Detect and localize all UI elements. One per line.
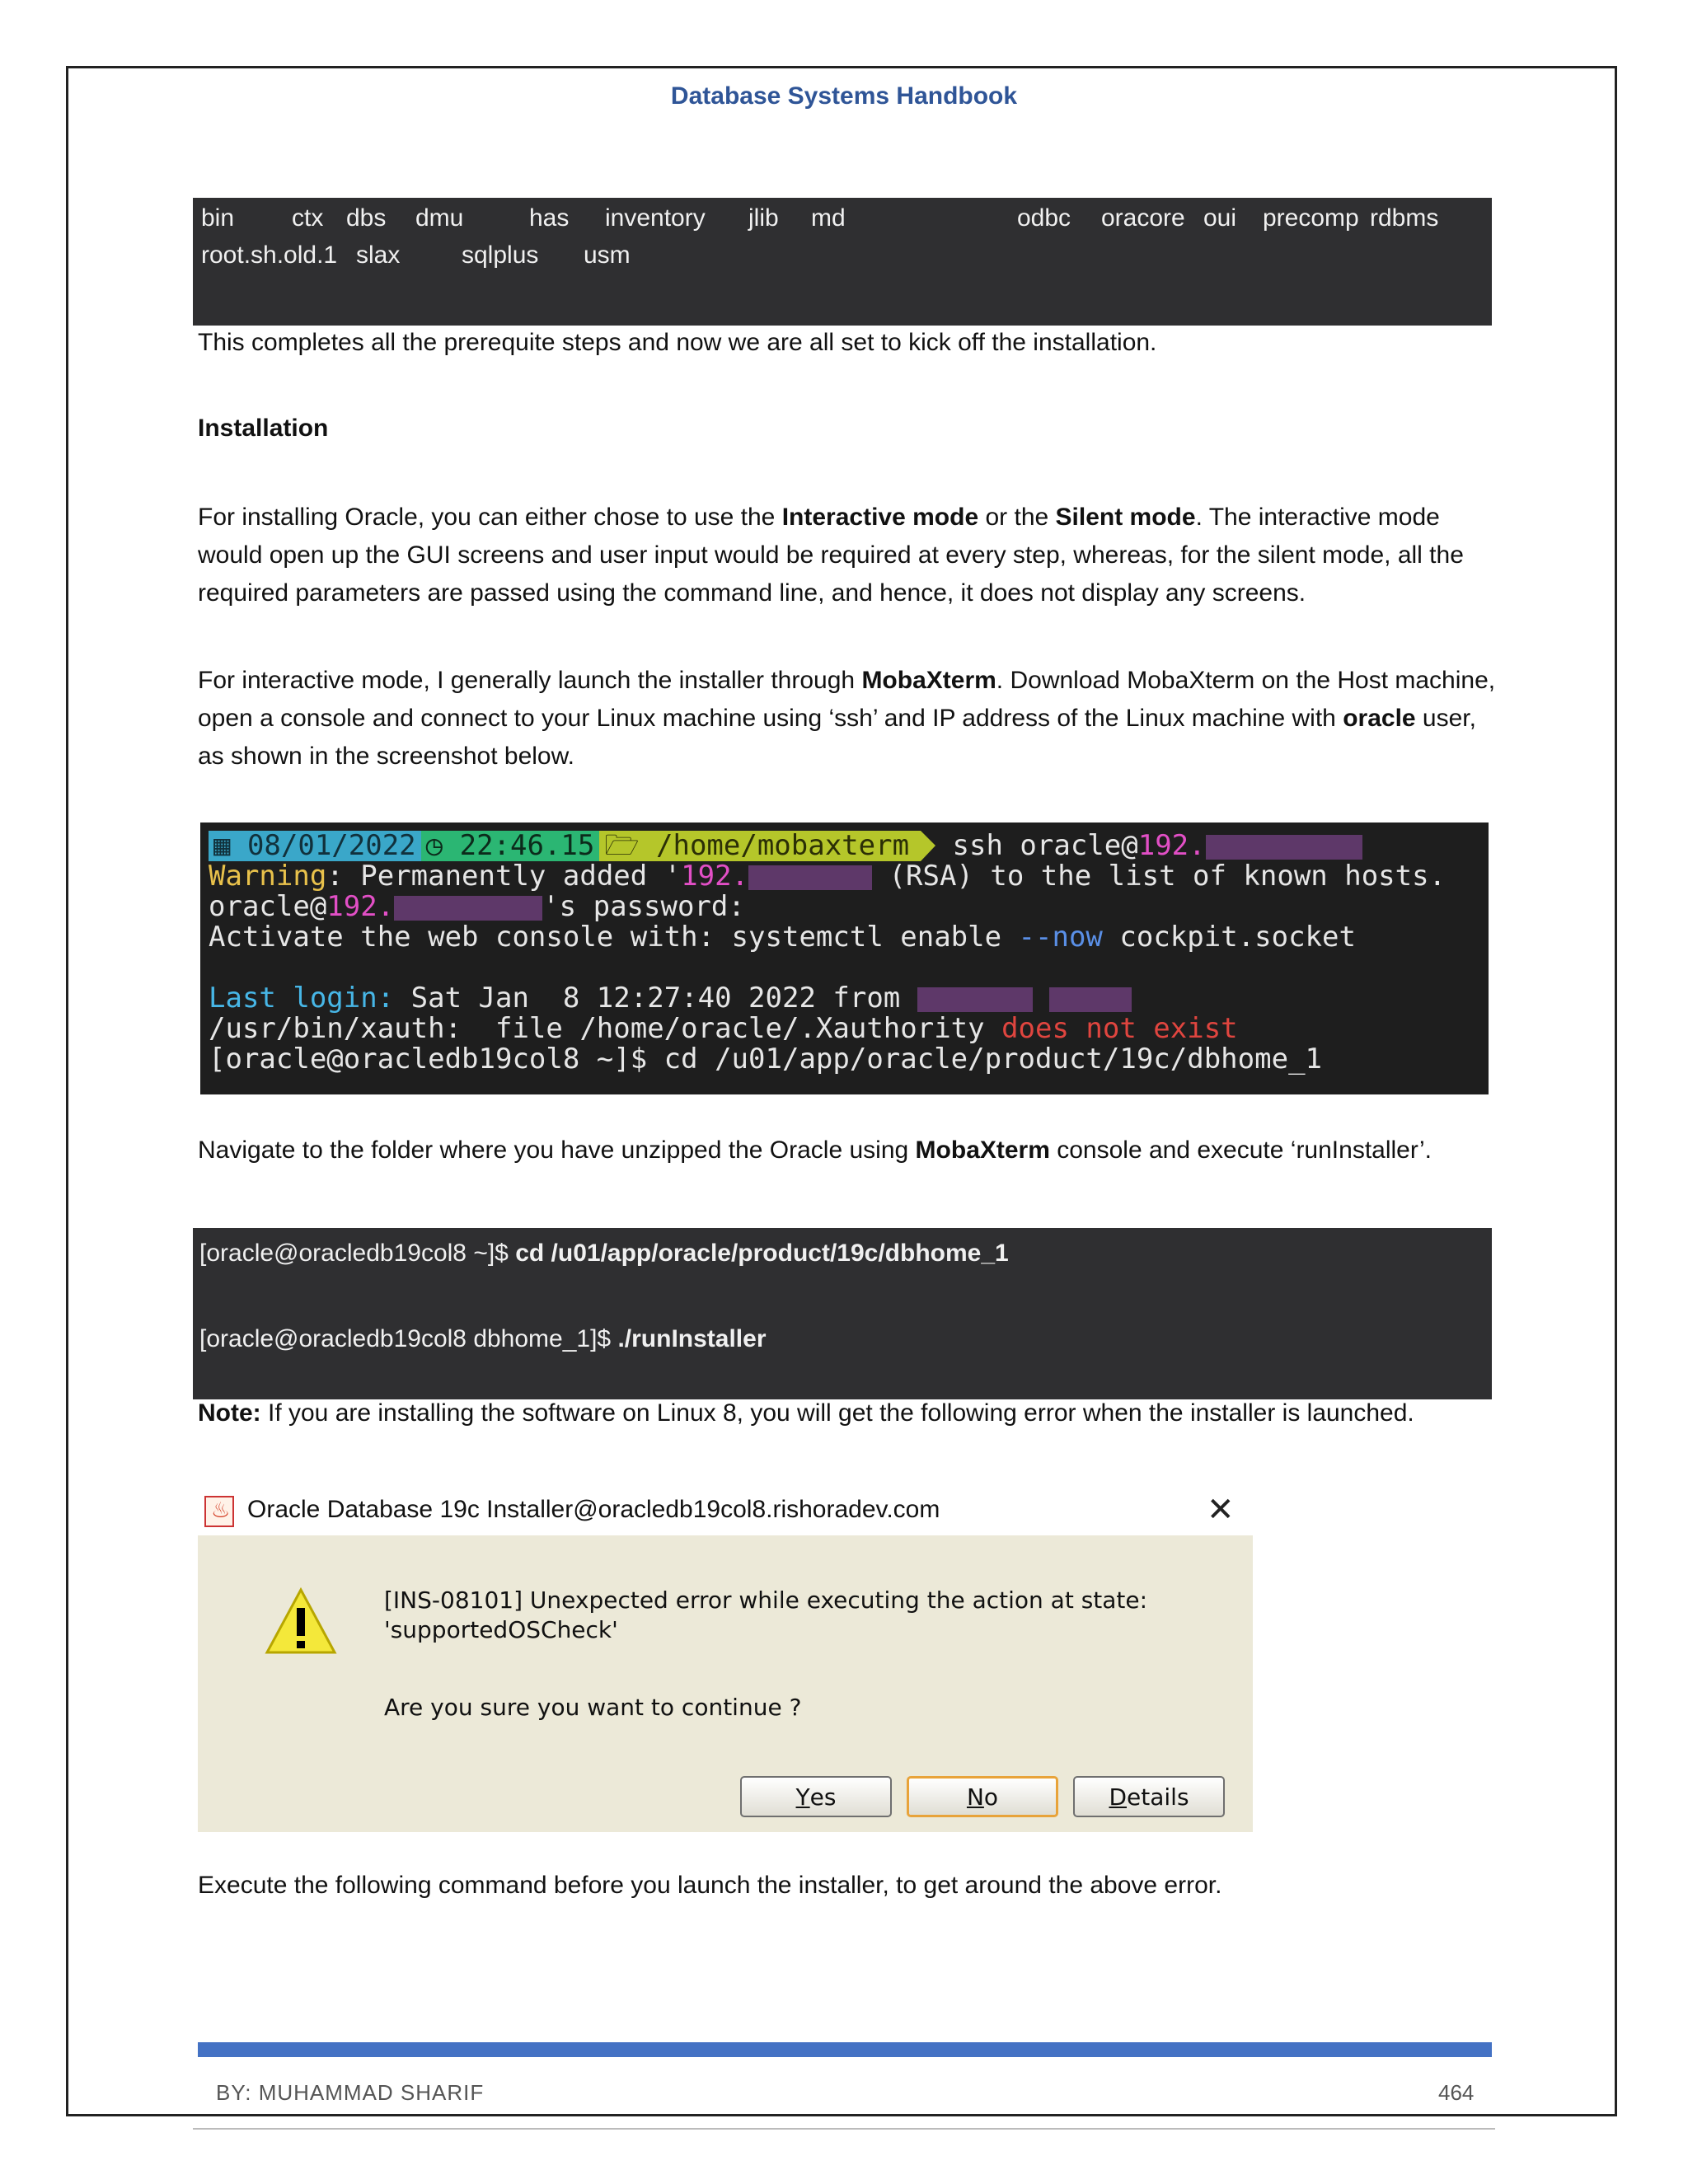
last-login-label: Last login: bbox=[209, 982, 395, 1015]
mobaxterm-term: MobaXterm bbox=[861, 667, 996, 694]
redacted-blur bbox=[1206, 835, 1362, 860]
ls-entry: sqlplus bbox=[462, 241, 539, 269]
calendar-icon: ▦ bbox=[213, 829, 247, 862]
text-run: console and execute ‘runInstaller’. bbox=[1049, 1137, 1432, 1164]
install-mode-paragraph bbox=[198, 499, 1500, 612]
text-run: or the bbox=[978, 504, 1056, 531]
mobaxterm-term: MobaXterm bbox=[915, 1137, 1050, 1164]
terminal-xauth-line bbox=[209, 1014, 1238, 1044]
completion-paragraph: This completes all the prerequite steps and now we are all set to kick off the installation. bbox=[198, 329, 1157, 356]
dialog-error-state: 'supportedOSCheck' bbox=[384, 1616, 618, 1643]
ls-entry: rdbms bbox=[1370, 204, 1439, 232]
text-run: . Download MobaXterm on the Host machine, open a console and connect to your Linux machine using ‘ssh’ and IP address of the Linux machine with bbox=[198, 667, 1496, 732]
details-button[interactable] bbox=[1073, 1776, 1225, 1817]
terminal-time: 22:46.15 bbox=[459, 829, 595, 862]
ls-entry: ctx bbox=[292, 204, 324, 232]
redacted-blur bbox=[748, 865, 872, 890]
mobaxterm-paragraph bbox=[198, 662, 1500, 776]
ls-entry: dbs bbox=[346, 204, 387, 232]
execute-paragraph: Execute the following command before you launch the installer, to get around the above error. bbox=[198, 1872, 1222, 1899]
button-label: o bbox=[983, 1783, 999, 1811]
button-label: etails bbox=[1127, 1783, 1189, 1811]
no-button[interactable] bbox=[907, 1776, 1058, 1817]
ls-entry: root.sh.old.1 bbox=[201, 241, 338, 269]
text-run: /usr/bin/xauth: file /home/oracle/.Xauthority bbox=[209, 1012, 1002, 1045]
dialog-error-message: [INS-08101] Unexpected error while executing the action at state: bbox=[384, 1586, 1148, 1614]
ssh-command: ssh oracle@ bbox=[952, 829, 1138, 862]
terminal-cd-line: [oracle@oracledb19col8 ~]$ cd /u01/app/oracle/product/19c/dbhome_1 bbox=[209, 1043, 1323, 1076]
ls-output-block bbox=[193, 198, 1492, 326]
footer-author: BY: MUHAMMAD SHARIF bbox=[216, 2080, 485, 2105]
note-paragraph bbox=[198, 1394, 1500, 1432]
dialog-title: Oracle Database 19c Installer@oracledb19col8.rishoradev.com bbox=[247, 1496, 940, 1523]
terminal-path: /home/mobaxterm bbox=[656, 829, 910, 862]
ls-entry: oracore bbox=[1101, 204, 1185, 232]
terminal-screenshot bbox=[200, 823, 1489, 1094]
clock-icon: ◷ bbox=[425, 829, 460, 862]
java-icon bbox=[204, 1496, 234, 1527]
terminal-password-line bbox=[209, 892, 745, 922]
command-line-cd bbox=[199, 1240, 1009, 1268]
terminal-last-login-line bbox=[209, 983, 1132, 1014]
shell-command: cd /u01/app/oracle/product/19c/dbhome_1 bbox=[515, 1240, 1009, 1267]
terminal-warning-line bbox=[209, 861, 1446, 892]
page-header-title: Database Systems Handbook bbox=[670, 82, 1018, 110]
mnemonic-key: D bbox=[1109, 1783, 1128, 1811]
silent-mode-term: Silent mode bbox=[1055, 504, 1196, 531]
redacted-blur bbox=[394, 896, 542, 921]
text-run: For interactive mode, I generally launch the installer through bbox=[198, 667, 862, 694]
text-run: : Permanently added ' bbox=[326, 860, 682, 893]
dialog-question: Are you sure you want to continue ? bbox=[384, 1694, 802, 1721]
ls-row-1 bbox=[199, 204, 1485, 241]
shell-prompt: [oracle@oracledb19col8 dbhome_1]$ bbox=[199, 1325, 618, 1352]
ls-entry: bin bbox=[201, 204, 235, 232]
ls-entry: oui bbox=[1203, 204, 1237, 232]
text-run: If you are installing the software on Linux 8, you will get the following error when the installer is launched. bbox=[260, 1399, 1414, 1427]
shell-command: ./runInstaller bbox=[617, 1325, 767, 1352]
redacted-blur bbox=[917, 987, 1033, 1012]
text-run: user, as shown in the screenshot below. bbox=[198, 705, 1476, 770]
terminal-date: 08/01/2022 bbox=[246, 829, 416, 862]
time-segment bbox=[421, 831, 600, 861]
ip-address: 192. bbox=[326, 890, 395, 923]
ls-entry: odbc bbox=[1017, 204, 1071, 232]
folder-icon: 🗁 bbox=[604, 829, 657, 862]
page-number: 464 bbox=[1438, 2080, 1475, 2105]
text-run: (RSA) to the list of known hosts. bbox=[889, 860, 1447, 893]
text-run: Navigate to the folder where you have unzipped the Oracle using bbox=[198, 1137, 916, 1164]
button-label: es bbox=[809, 1783, 837, 1811]
ls-row-2 bbox=[199, 241, 1485, 279]
dialog-title-bar bbox=[201, 1488, 1253, 1535]
text-run: Sat Jan 8 12:27:40 2022 from bbox=[394, 982, 901, 1015]
powerline-arrow-icon bbox=[921, 831, 935, 861]
command-line-runinstaller bbox=[199, 1325, 767, 1353]
close-icon[interactable]: ✕ bbox=[1207, 1492, 1235, 1528]
ip-address: 192. bbox=[1137, 829, 1206, 862]
text-run: . The interactive mode would open up the GUI screens and user input would be required at every step, whereas, for the silent mode, all the required parameters are passed using the command line, and hence, it does not display any screens. bbox=[198, 504, 1464, 607]
ls-entry: md bbox=[811, 204, 846, 232]
warning-label: Warning bbox=[209, 860, 327, 893]
ls-entry: precomp bbox=[1263, 204, 1359, 232]
ls-entry: inventory bbox=[605, 204, 706, 232]
navigate-paragraph bbox=[198, 1132, 1500, 1169]
date-segment bbox=[209, 831, 421, 861]
error-text: does not exist bbox=[1001, 1012, 1238, 1045]
ls-entry: has bbox=[529, 204, 570, 232]
note-label: Note: bbox=[198, 1399, 261, 1427]
yes-button[interactable] bbox=[740, 1776, 892, 1817]
command-block bbox=[193, 1228, 1492, 1399]
terminal-activate-line bbox=[209, 922, 1356, 953]
ip-address: 192. bbox=[681, 860, 749, 893]
shell-prompt: [oracle@oracledb19col8 ~]$ bbox=[199, 1240, 516, 1267]
footer-rule bbox=[193, 2128, 1495, 2130]
ls-entry: dmu bbox=[415, 204, 464, 232]
text-run: For installing Oracle, you can either chose to use the bbox=[198, 504, 782, 531]
redacted-blur bbox=[1049, 987, 1132, 1012]
path-segment bbox=[599, 831, 921, 861]
interactive-mode-term: Interactive mode bbox=[781, 504, 979, 531]
text-run: cockpit.socket bbox=[1102, 921, 1356, 954]
error-dialog bbox=[198, 1535, 1253, 1832]
terminal-prompt-line bbox=[209, 831, 1362, 861]
text-run: Activate the web console with: systemctl enable bbox=[209, 921, 1019, 954]
mnemonic-key: Y bbox=[795, 1783, 810, 1811]
text-run: 's password: bbox=[542, 890, 745, 923]
text-run: --now bbox=[1018, 921, 1103, 954]
warning-icon bbox=[264, 1585, 338, 1659]
text-run: oracle@ bbox=[209, 890, 327, 923]
ls-entry: jlib bbox=[748, 204, 779, 232]
ls-entry: usm bbox=[584, 241, 631, 269]
ls-entry: slax bbox=[356, 241, 401, 269]
mnemonic-key: N bbox=[966, 1783, 984, 1811]
footer-bar bbox=[198, 2042, 1492, 2057]
oracle-user-term: oracle bbox=[1343, 705, 1416, 732]
installation-heading: Installation bbox=[198, 415, 329, 442]
